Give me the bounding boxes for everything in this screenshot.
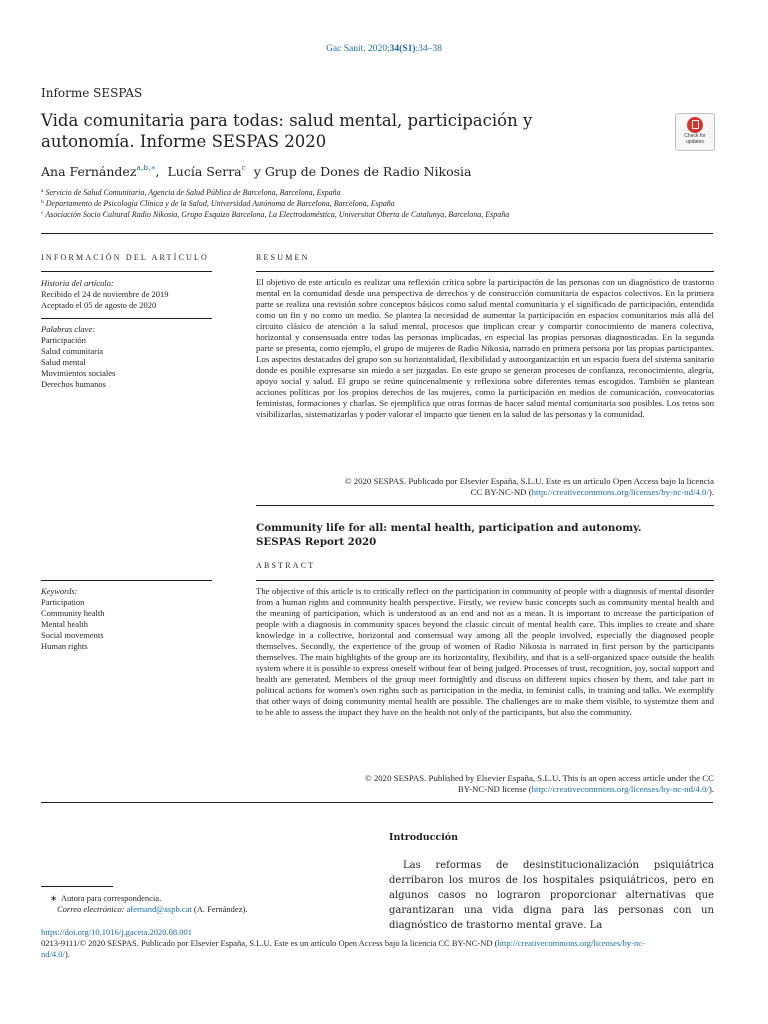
author-affiliation-marker[interactable]: a,b,∗ bbox=[136, 163, 156, 172]
divider bbox=[256, 580, 714, 581]
keyword: Salud mental bbox=[41, 357, 86, 367]
article-info-heading: INFORMACIÓN DEL ARTÍCULO bbox=[41, 253, 210, 262]
intro-text: Las reformas de desinstitucionalización psiquiátrica derribaron los muros de los hospitales psiquiátricos, pero en algunos casos no lograron proporcionar alternativas que garantizaran una vida digna para las personas con un diagnóstico de trastorno mental grave. La bbox=[389, 860, 714, 931]
keyword: Mental health bbox=[41, 619, 88, 629]
email-link[interactable]: afernand@aspb.cat bbox=[126, 904, 192, 914]
journal-volume: 34(S1) bbox=[389, 44, 416, 54]
license-statement: 0213-9111/© 2020 SESPAS. Publicado por Elsevier España, S.L.U. Este es un artículo Open Access bajo la licencia CC BY-NC-ND (http://creativecommons.org/licenses/by-nc- bbox=[41, 938, 645, 948]
keyword: Social movements bbox=[41, 630, 104, 640]
journal-name: Gac Sanit. 2020; bbox=[326, 44, 390, 54]
doi-link[interactable]: https://doi.org/10.1016/j.gaceta.2020.08.001 bbox=[41, 927, 192, 937]
license-link[interactable]: http://creativecommons.org/licenses/by-nc-nd/4.0/ bbox=[531, 784, 709, 794]
abstract-heading: ABSTRACT bbox=[256, 561, 316, 570]
abstract-license: BY-NC-ND license (http://creativecommons.org/licenses/by-nc-nd/4.0/). bbox=[457, 784, 714, 794]
section-type: Informe SESPAS bbox=[41, 86, 143, 100]
affiliation: $^b$ Departamento de Psicología Clínica y de la Salud, Universidad Autónoma de Barcelona, Barcelona, España bbox=[41, 199, 395, 208]
footnote-divider bbox=[41, 886, 113, 887]
english-title: Community life for all: mental health, participation and autonomy. SESPAS Report 2020 bbox=[256, 522, 642, 548]
check-updates-line2: updates bbox=[686, 138, 704, 145]
author-list: Ana Fernández$^{a,b,∗}$, Lucía Serra$^c$ y Grup de Dones de Radio Nikosia bbox=[41, 163, 472, 179]
keyword: Salud comunitaria bbox=[41, 346, 104, 356]
license-link[interactable]: http://creativecommons.org/licenses/by-nc-nd/4.0/ bbox=[531, 487, 709, 497]
keyword: Community health bbox=[41, 608, 105, 618]
keyword: Movimientos sociales bbox=[41, 368, 116, 378]
corresponding-note: ∗ Autora para correspondencia. bbox=[50, 893, 162, 903]
license-link[interactable]: http://creativecommons.org/licenses/by-nc- bbox=[497, 938, 645, 948]
keyword: Derechos humanos bbox=[41, 379, 106, 389]
article-title: Vida comunitaria para todas: salud mental, participación y autonomía. Informe SESPAS 2020 bbox=[41, 111, 533, 151]
author-name: Lucía Serra bbox=[167, 164, 242, 179]
author-group: y Grup de Dones de Radio Nikosia bbox=[253, 164, 472, 179]
journal-citation[interactable] bbox=[0, 44, 768, 54]
resumen-license: CC BY-NC-ND (http://creativecommons.org/licenses/by-nc-nd/4.0/). bbox=[470, 487, 714, 497]
license-statement-cont: nd/4.0/). bbox=[41, 949, 70, 959]
divider bbox=[41, 318, 212, 319]
bookmark-icon bbox=[687, 117, 703, 133]
license-link[interactable]: nd/4.0/ bbox=[41, 949, 65, 959]
keyword: Participation bbox=[41, 597, 85, 607]
resumen-text: El objetivo de este artículo es realizar una reflexión crítica sobre la participación de las personas con un diagnóstico de trastorno mental en la comunidad desde una perspectiva de derechos y de construcción comunitaria de espacios colectivos. En la primera parte se realiza una revisión sobre conceptos básicos como salud mental comunitaria y el significado de participación, entendida como un fin y no como un medio. Se plantea la necesidad de aumentar la participación en espacios comunitarios más allá del circuito clásico de atención a la salud mental, procesos que implican crear y compartir conocimiento de manera colectiva, horizontal y consensuada entre todas las personas implicadas, en especial las propias personas diagnosticadas. En la segunda parte se presenta, como ejemplo, el grupo de mujeres de Radio Nikosia, narrado en primera persona por las propias participantes. Los aspectos destacados del grupo son su horizontalidad, flexibilidad y autoorganización en un espacio fuera del sistema sanitario donde es posible expresarse sin miedo a ser juzgadas. En este grupo se generan procesos de confianza, reconocimiento, alegría, apoyo social y salud. El grupo se reúne quincenalmente y reflexiona sobre diferentes temas escogidos. También se plantean acciones políticas por los propios derechos de las mujeres, como la participación en medios de comunicación, convocatorias feministas, formaciones y charlas. Se ejemplifica que otras formas de hacer salud mental comunitaria son posibles. Los retos son visibilizarlas, sistematizarlas y poder valorar el impacto que tienen en la salud de las personas y la comunidad. bbox=[256, 277, 714, 419]
author-affiliation-marker[interactable]: c bbox=[241, 163, 246, 172]
affiliation: $^a$ Servicio de Salud Comunitaria, Agencia de Salud Pública de Barcelona, Barcelona, España bbox=[41, 188, 341, 197]
divider bbox=[41, 580, 212, 581]
keyword: Human rights bbox=[41, 641, 88, 651]
email-note: Correo electrónico: afernand@aspb.cat (A. Fernández). bbox=[57, 904, 248, 914]
divider bbox=[41, 271, 212, 272]
resumen-copyright: © 2020 SESPAS. Publicado por Elsevier España, S.L.U. Este es un artículo Open Access bajo la licencia bbox=[344, 476, 714, 486]
affiliation: $^c$ Asociación Socio Cultural Radio Nikosia, Grupo Esquizo Barcelona, La Electrodoméstica, Universitat Oberta de Catalunya, Barcelona, España bbox=[41, 210, 510, 219]
resumen-heading: RESUMEN bbox=[256, 253, 310, 262]
abstract-copyright: © 2020 SESPAS. Published by Elsevier España, S.L.U. This is an open access article under the CC bbox=[365, 773, 714, 783]
abstract-text: The objective of this article is to critically reflect on the participation in community of people with a diagnosis of mental disorder from a human rights and community health perspective. Firstly, we review basic concepts such as community mental health and the meaning of participation, which is understood as an end and not as a mean. It is important to increase the participation of people with a diagnosis in community spaces beyond the classic circuit of mental health care. This implies to create and share knowledge in a collective, horizontal and consensual way among all the people involved, especially the diagnosed people themselves. Secondly, the experience of the group of women of Radio Nikosia is narrated in first person by the participants themselves. The main highlights of the group are its horizontality, flexibility, and that is a self-organized space outside the health system where it is possible to express oneself without fear of being judged. Processes of trust, recognition, joy, social support and health are generated. Members of the group meet fortnightly and discuss on different topics chosen by them, and take part in political actions for women's own rights such as participation in the media, in feminist calls, in training and talks. We exemplify that other ways of doing community mental health are possible. The challenges are to make them visible, to systemize them and to be able to assess the impact they have on the health not only of the participants, but also the community. bbox=[256, 586, 714, 717]
check-updates-badge[interactable] bbox=[675, 113, 715, 151]
history-label: Historia del artículo: bbox=[41, 278, 114, 288]
received-date: Recibido el 24 de noviembre de 2019 bbox=[41, 289, 169, 299]
keywords-label-en: Keywords: bbox=[41, 586, 78, 596]
header-divider bbox=[41, 233, 713, 234]
keywords-label: Palabras clave: bbox=[41, 324, 96, 334]
intro-heading: Introducción bbox=[389, 832, 459, 843]
author-name: Ana Fernández bbox=[41, 164, 137, 179]
journal-pages: :34–38 bbox=[415, 44, 442, 54]
check-updates-line1: Check for bbox=[684, 133, 706, 139]
divider bbox=[256, 505, 714, 506]
accepted-date: Aceptado el 05 de agosto de 2020 bbox=[41, 300, 157, 310]
footnote-marker: ∗ bbox=[50, 893, 58, 903]
divider bbox=[256, 271, 714, 272]
keyword: Participación bbox=[41, 335, 86, 345]
divider bbox=[41, 802, 713, 803]
